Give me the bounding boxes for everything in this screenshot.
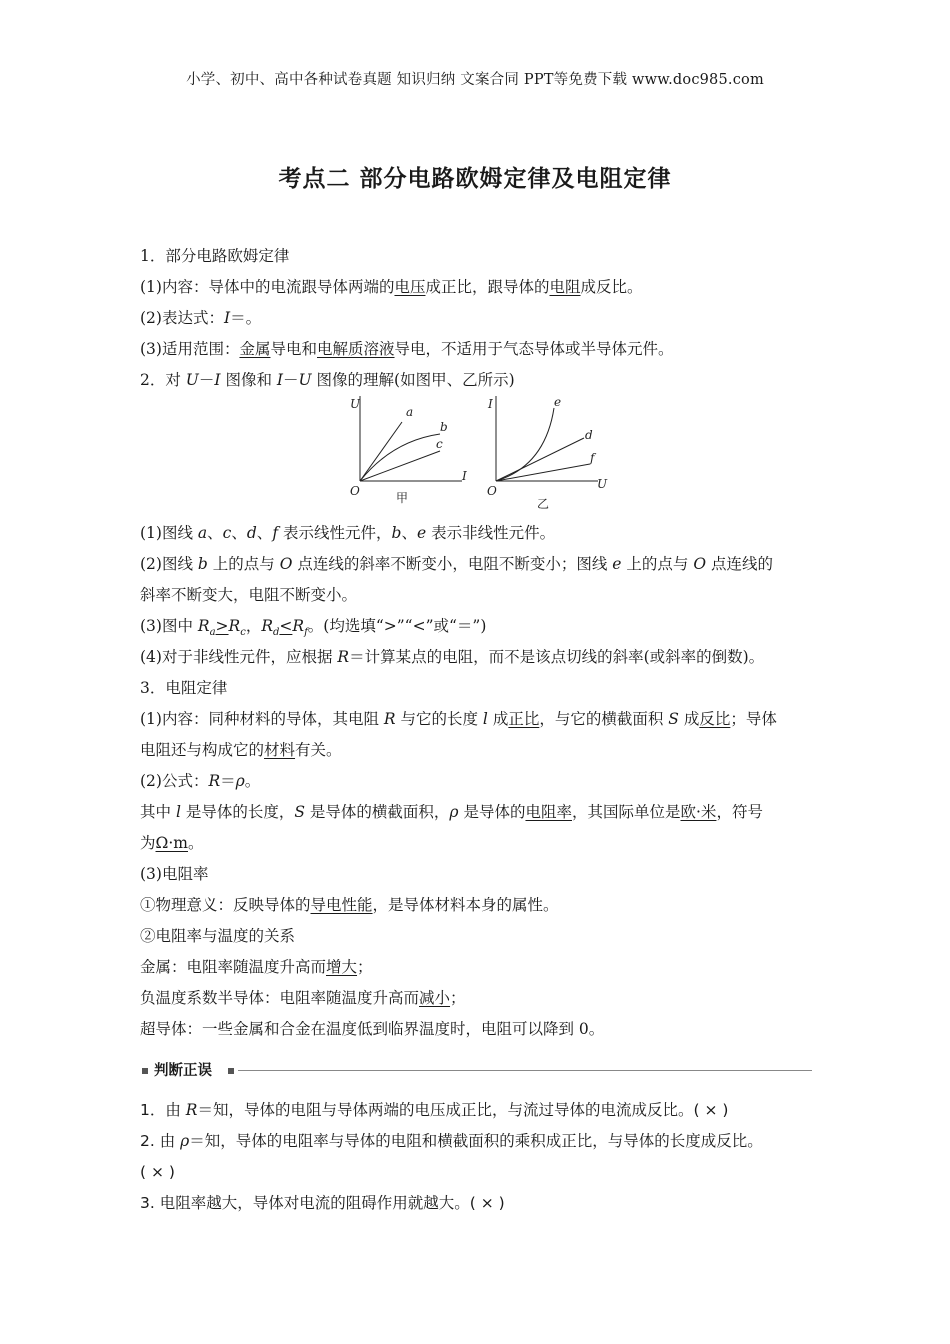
judge-question-2: 2. 由 ρ＝知，导体的电阻率与导体的电阻和横截面积的乘积成正比，与导体的长度成反比。 <box>140 1132 763 1150</box>
slope-line-1: (2)图线 b 上的点与 O 点连线的斜率不断变小，电阻不断变小；图线 e 上的点与 O 点连线的 <box>140 555 773 573</box>
resistance-compare-line: (3)图中 $R_a>R_c$，$R_d<R_f$。(均选填“>”“<”或“＝”) <box>140 617 487 639</box>
section-2-heading: 2．对 U－I 图像和 I－U 图像的理解(如图甲、乙所示) <box>140 371 515 389</box>
jia-caption: 甲 <box>396 491 409 505</box>
line-d <box>496 438 584 481</box>
judge-question-2-answer: ( × ) <box>140 1163 175 1181</box>
jia-label-b: b <box>440 420 448 434</box>
square-bullet-icon <box>142 1068 148 1074</box>
metal-line: 金属：电阻率随温度升高而增大； <box>140 958 373 976</box>
yi-x-label: U <box>597 477 608 491</box>
nonlinear-line: (4)对于非线性元件，应根据 R＝计算某点的电阻，而不是该点切线的斜率(或斜率的倒数)。 <box>140 648 765 666</box>
main-content <box>140 241 816 1045</box>
jia-label-c: c <box>436 437 443 451</box>
judge-label: 判断正误 <box>154 1063 212 1079</box>
judge-question-3: 3. 电阻率越大，导体对电流的阻碍作用就越大。( × ) <box>140 1194 505 1212</box>
resistivity-heading: (3)电阻率 <box>140 865 209 883</box>
graph-jia <box>350 396 467 505</box>
slope-line-2: 斜率不断变大，电阻不断变小。 <box>140 586 358 604</box>
yi-label-d: d <box>585 428 593 442</box>
page-title: 考点二 部分电路欧姆定律及电阻定律 <box>278 166 672 192</box>
semiconductor-line: 负温度系数半导体：电阻率随温度升高而减小； <box>140 989 466 1007</box>
jia-origin: O <box>350 484 360 498</box>
resistivity-meaning: ①物理意义：反映导体的导电性能，是导体材料本身的属性。 <box>140 896 559 914</box>
variables-line-1: 其中 l 是导体的长度，S 是导体的横截面积，ρ 是导体的电阻率，其国际单位是欧·米，符号 <box>140 803 763 821</box>
jia-x-label: I <box>462 469 467 483</box>
yi-origin: O <box>487 484 497 498</box>
line-a <box>360 422 402 481</box>
jia-label-a: a <box>406 405 414 419</box>
resistance-law-line-2: 电阻还与构成它的材料有关。 <box>140 741 342 759</box>
square-bullet-icon <box>228 1068 234 1074</box>
line-f <box>496 464 590 481</box>
line-c <box>360 451 440 481</box>
yi-label-f: f <box>590 451 595 465</box>
page-header: 小学、初中、高中各种试卷真题 知识归纳 文案合同 PPT等免费下载 www.doc985.com <box>186 72 764 88</box>
curve-e <box>496 408 554 481</box>
ohm-content-line: (1)内容：导体中的电流跟导体两端的电压成正比，跟导体的电阻成反比。 <box>140 278 643 296</box>
resistance-law-line-1: (1)内容：同种材料的导体，其电阻 R 与它的长度 l 成正比，与它的横截面积 S 成反比；导体 <box>140 710 777 728</box>
yi-label-e: e <box>554 396 562 409</box>
graph-yi <box>487 396 608 511</box>
ui-iu-graphs <box>340 396 620 518</box>
yi-caption: 乙 <box>537 497 550 511</box>
divider <box>238 1070 812 1071</box>
superconductor-line: 超导体：一些金属和合金在温度低到临界温度时，电阻可以降到 0。 <box>140 1020 605 1038</box>
section-1-heading: 1．部分电路欧姆定律 <box>140 247 290 265</box>
linear-elements-line: (1)图线 a、c、d、f 表示线性元件，b、e 表示非线性元件。 <box>140 524 556 542</box>
judge-questions <box>140 1095 830 1219</box>
ohm-scope-line: (3)适用范围：金属导电和电解质溶液导电，不适用于气态导体或半导体元件。 <box>140 340 674 358</box>
variables-line-2: 为Ω·m。 <box>140 834 204 852</box>
resistivity-temp-heading: ②电阻率与温度的关系 <box>140 927 296 945</box>
formula-line: (2)公式：R＝ρ。 <box>140 772 261 790</box>
graph-figure <box>140 396 816 518</box>
curve-b <box>360 434 440 481</box>
jia-y-label: U <box>350 397 361 411</box>
yi-y-label: I <box>488 397 493 411</box>
judge-question-1: 1．由 R＝知，导体的电阻与导体两端的电压成正比，与流过导体的电流成反比。( × ) <box>140 1101 729 1119</box>
section-3-heading: 3．电阻定律 <box>140 679 228 697</box>
ohm-expression-line: (2)表达式：I＝。 <box>140 309 262 327</box>
judge-section-header <box>140 1060 812 1084</box>
